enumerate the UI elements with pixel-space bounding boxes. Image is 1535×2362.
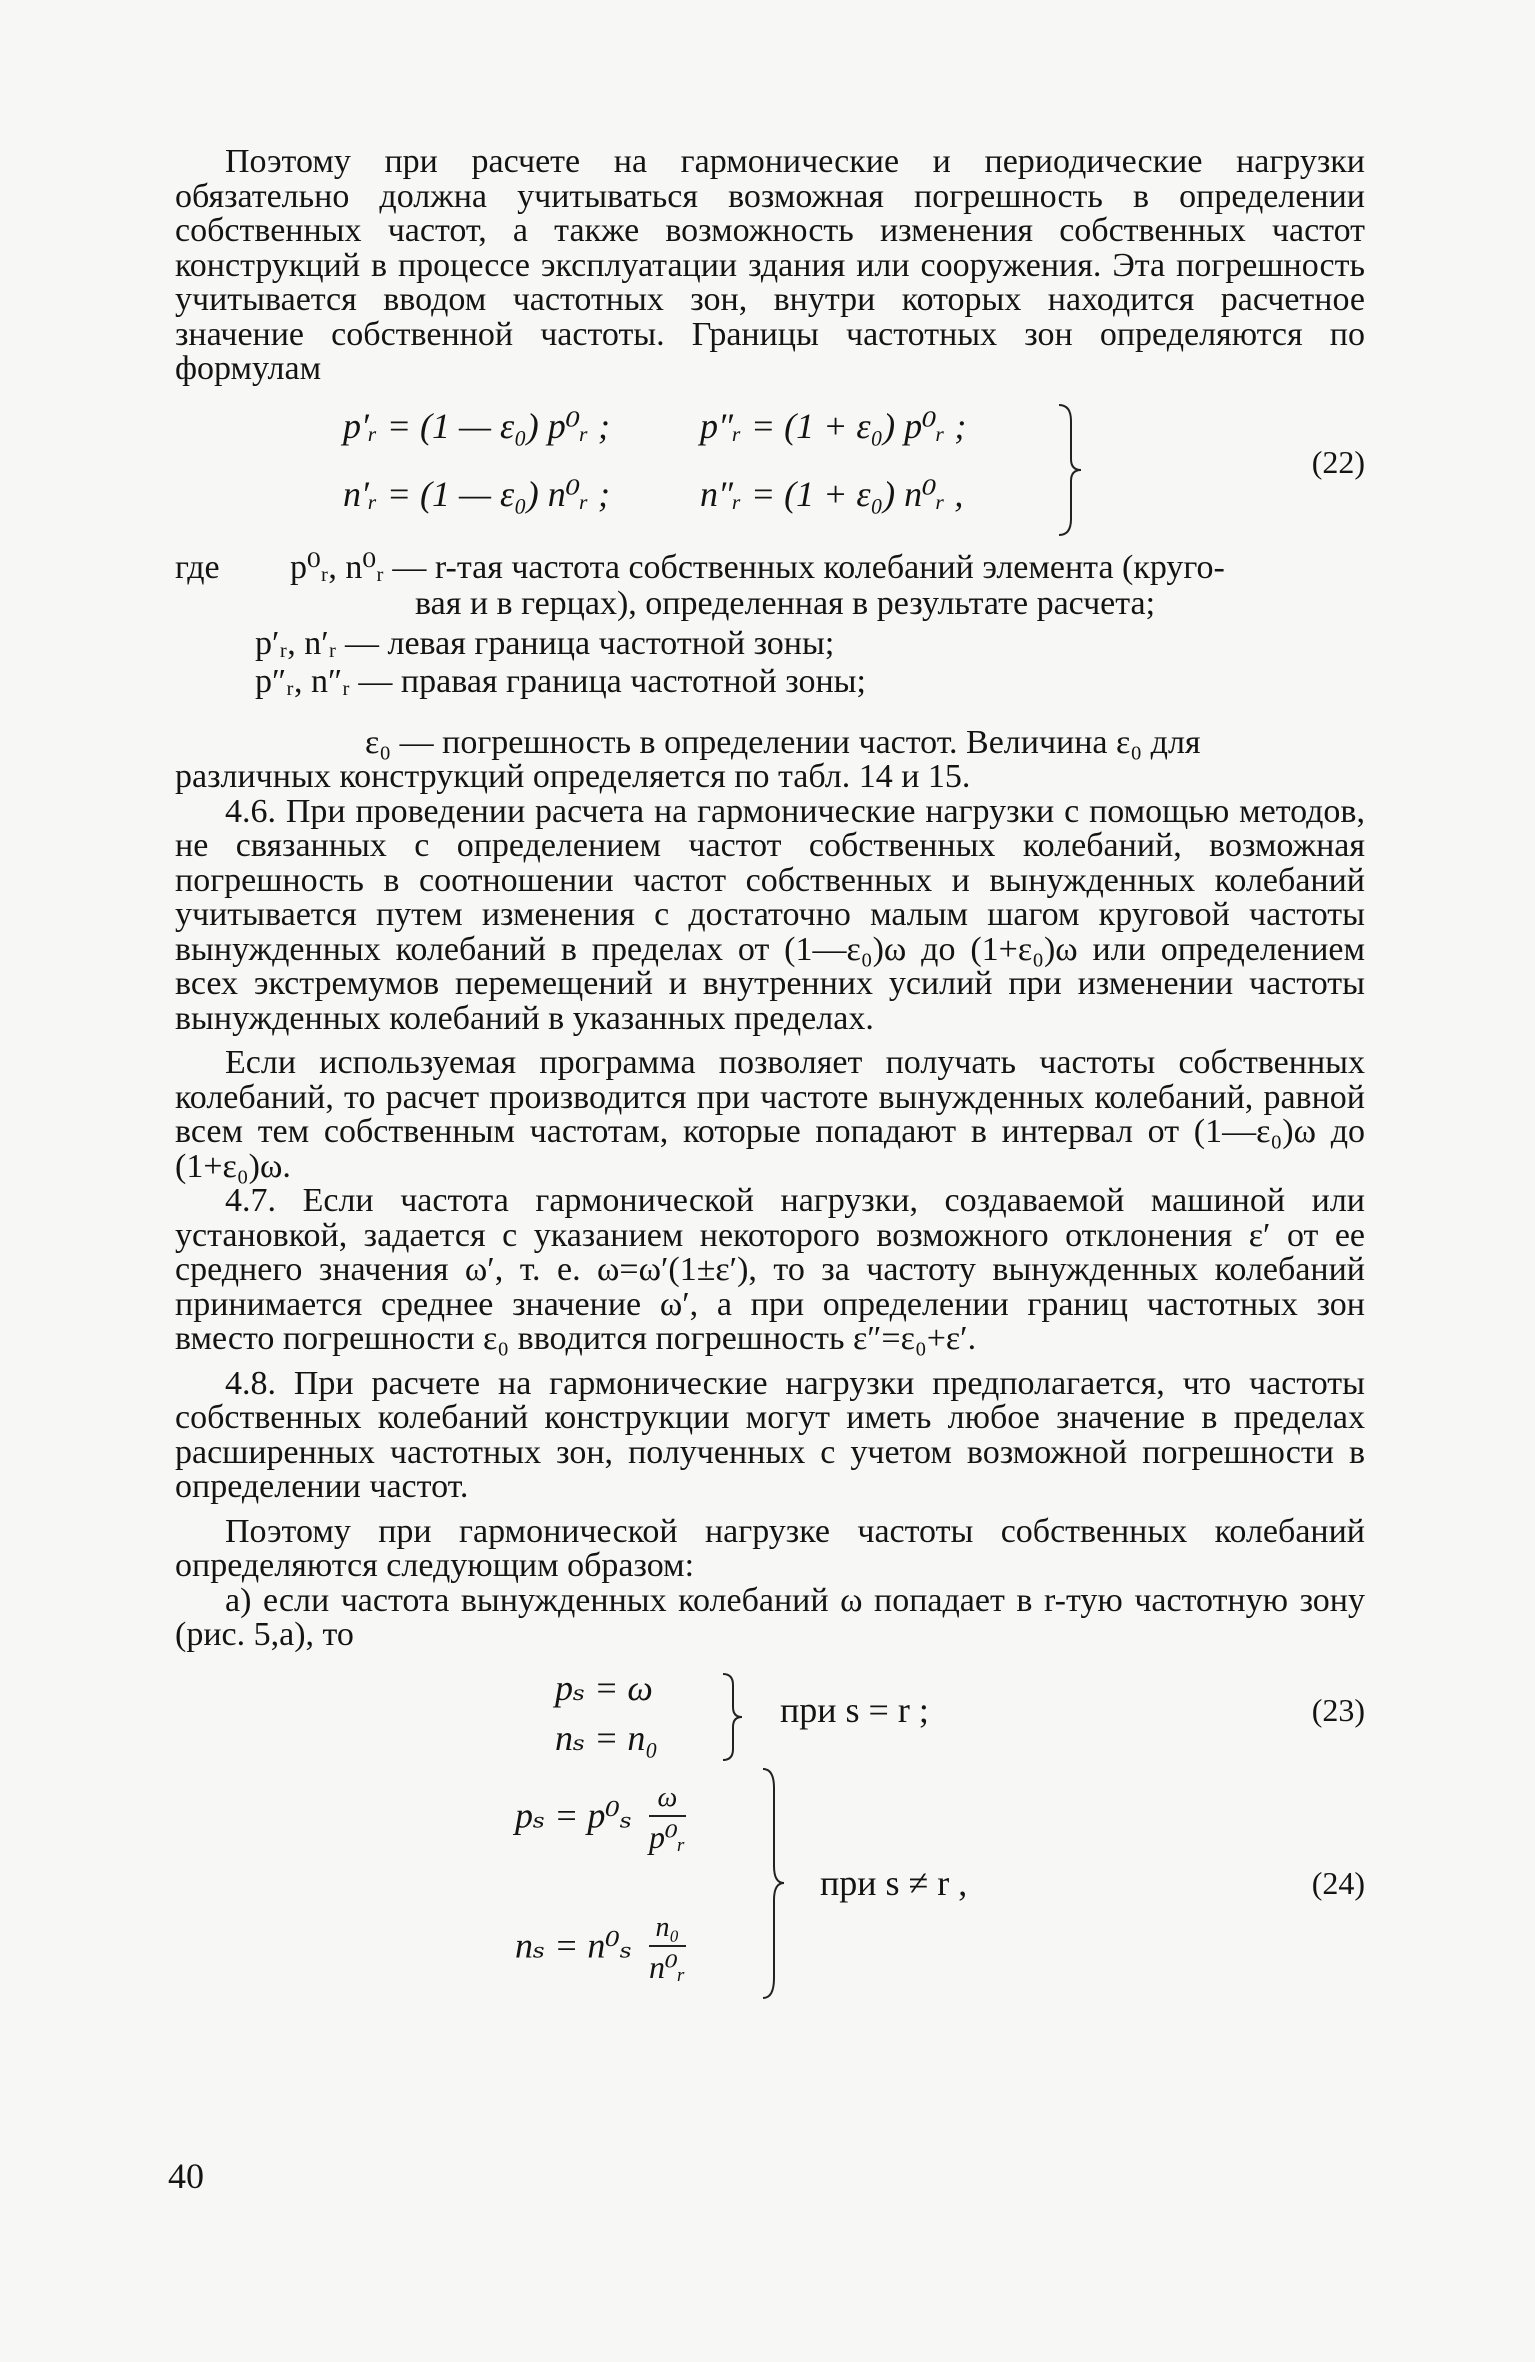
- eq24-ns-numerator: n₀: [649, 1911, 686, 1947]
- paragraph-4-7: 4.7. Если частота гармонической нагрузки, создаваемой машиной или установкой, задается с указанием некоторого возможного отклонения ε′ от ее среднего значения ω′, т. е. ω=ω′(1±ε′), то за частоту вынужденных колебаний принимается среднее значение ω′, а при определении границ частотных зон вместо погрешности ε₀ вводится погрешность ε″=ε₀+ε′.: [175, 1182, 1365, 1357]
- definitions-list: [175, 548, 1365, 766]
- right-brace-icon: [1055, 401, 1085, 539]
- where-label: где: [175, 548, 220, 586]
- definition-p0-n0: p⁰ᵣ, n⁰ᵣ — r-тая частота собственных колебаний элемента (круго-: [290, 548, 1225, 586]
- eq22-right-upper: p″ᵣ = (1 + ε₀) p⁰ᵣ ;: [700, 405, 967, 446]
- eq22-number: (22): [1311, 443, 1365, 480]
- paragraph-4-6: 4.6. При проведении расчета на гармонические нагрузки с помощью методов, не связанных с определением частот собственных колебаний, возможная погрешность в соотношении частот собственных и вынужденных колебаний учитывается путем изменения с достаточно малым шагом круговой частоты вынужденных колебаний в пределах от (1—ε₀)ω до (1+ε₀)ω или определением всех экстремумов перемещений и внутренних усилий при изменении частоты вынужденных колебаний в указанных пределах.: [175, 792, 1365, 1037]
- eq24-ps-denominator: p⁰ᵣ: [648, 1818, 686, 1855]
- paragraph-4-8: 4.8. При расчете на гармонические нагрузки предполагается, что частоты собственных колебаний конструкции могут иметь любое значение в пределах расширенных частотных зон, полученных с учетом возможной погрешности в определении частот.: [175, 1364, 1365, 1505]
- eq24-ps-fraction: [649, 1781, 686, 1857]
- eq24-ns-denominator: n⁰ᵣ: [648, 1948, 686, 1985]
- eq24-ns-fraction: [649, 1911, 686, 1987]
- paragraph-intro: Поэтому при расчете на гармонические и периодические нагрузки обязательно должна учитываться возможная погрешность в определении собственных частот, а также возможность изменения собственных частот конструкций в процессе эксплуатации здания или сооружения. Эта погрешность учитывается вводом частотных зон, внутри которых находится расчетное значение собственной частоты. Границы частотных зон определяются по формулам: [175, 143, 1365, 387]
- definition-right-bound: p″ᵣ, n″ᵣ — правая граница частотной зоны;: [255, 662, 866, 700]
- eq22-left-upper: p′ᵣ = (1 — ε₀) p⁰ᵣ ;: [343, 405, 610, 446]
- eq23-ns: nₛ = n₀: [555, 1717, 658, 1758]
- eq22-right-lower: n″ᵣ = (1 + ε₀) n⁰ᵣ ,: [700, 473, 964, 514]
- definition-left-bound: p′ᵣ, n′ᵣ — левая граница частотной зоны;: [255, 624, 835, 662]
- definition-epsilon: ε₀ — погрешность в определении частот. Величина ε₀ для: [365, 723, 1201, 761]
- eq24-ps: [515, 1781, 686, 1857]
- eq24-ps-numerator: ω: [649, 1781, 686, 1817]
- eq24-number: (24): [1311, 1864, 1365, 1901]
- paragraph-4-8-a: а) если частота вынужденных колебаний ω попадает в r-тую частотную зону (рис. 5,а), то: [175, 1581, 1365, 1653]
- eq24-condition: при s ≠ r ,: [820, 1862, 968, 1903]
- eq23-condition: при s = r ;: [780, 1689, 929, 1730]
- eq24-ns: [515, 1911, 686, 1987]
- eq23-ps: pₛ = ω: [555, 1667, 653, 1708]
- eq22-left-lower: n′ᵣ = (1 — ε₀) n⁰ᵣ ;: [343, 473, 610, 514]
- eq24-ps-lhs: pₛ = p⁰ₛ: [515, 1794, 632, 1835]
- paragraph-4-6-cont: Если используемая программа позволяет получать частоты собственных колебаний, то расчет производится при частоте вынужденных колебаний, равной всем тем собственным частотам, которые попадают в интервал от (1—ε₀)ω до (1+ε₀)ω.: [175, 1044, 1365, 1185]
- definition-epsilon-cont: различных конструкций определяется по табл. 14 и 15.: [175, 758, 971, 795]
- eq23-brace-icon: [720, 1671, 746, 1763]
- equation-22: [175, 401, 1365, 539]
- definition-p0-n0-cont: вая и в герцах), определенная в результате расчета;: [415, 584, 1156, 622]
- page-number: 40: [168, 2156, 204, 2196]
- paragraph-4-8-cont: Поэтому при гармонической нагрузке частоты собственных колебаний определяются следующим образом:: [175, 1512, 1365, 1584]
- page-body: [175, 145, 1365, 2021]
- eq24-ns-lhs: nₛ = n⁰ₛ: [515, 1924, 632, 1965]
- equations-23-24: [175, 1667, 1365, 2021]
- eq24-brace-icon: [760, 1766, 788, 2001]
- eq23-number: (23): [1311, 1691, 1365, 1728]
